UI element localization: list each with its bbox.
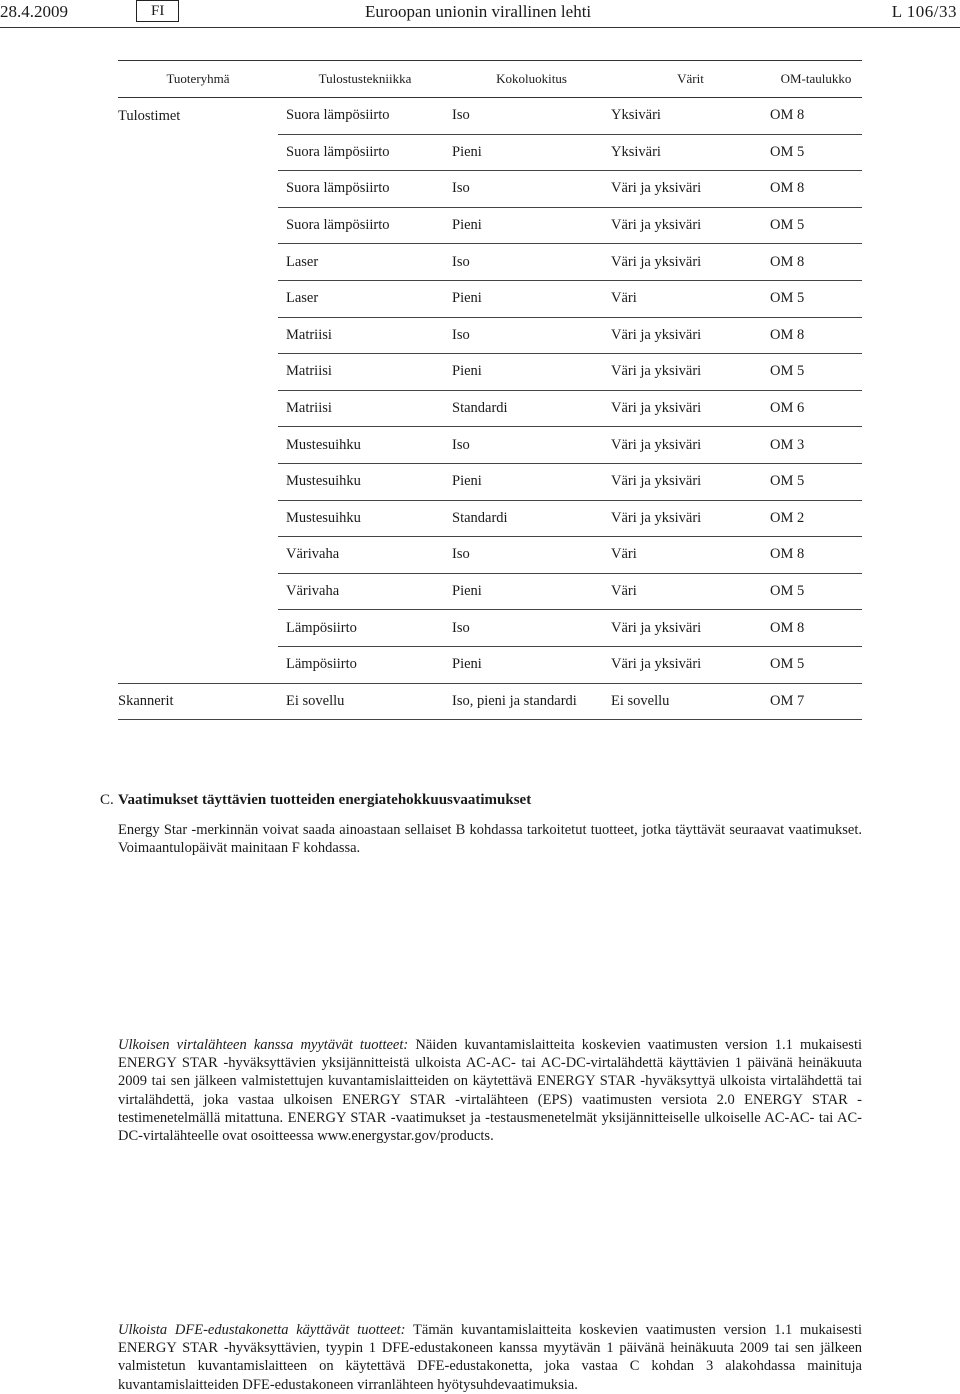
table-row [118,573,862,610]
journal-title: Euroopan unionin virallinen lehti [365,2,592,21]
section-letter: C. [100,792,114,808]
table-row [118,354,862,391]
cell-size: Pieni [452,280,611,317]
cell-colour: Väri ja yksiväri [611,317,770,354]
cell-colour: Väri [611,280,770,317]
cell-product-group [118,463,278,500]
cell-om: OM 5 [770,646,862,683]
cell-om: OM 5 [770,280,862,317]
paragraph-lead: Ulkoisen virtalähteen kanssa myytävät tuotteet: [118,1037,409,1053]
cell-product-group [118,390,278,427]
column-header-print-tech: Tulostustekniikka [278,61,452,98]
cell-om: OM 5 [770,134,862,171]
cell-colour: Väri ja yksiväri [611,207,770,244]
cell-om: OM 3 [770,427,862,464]
cell-print-tech: Värivaha [278,573,452,610]
table-row [118,683,862,720]
paragraph-text: Tämän kuvantamislaitteita koskevien vaatimusten version 1.1 mukaisesti ENERGY STAR -hyväksyttävien, tyypin 1 DFE-edustakoneen kanssa myytävän 1 päivänä heinäkuuta 2009 tai sen jälkeen valmistetun kuvantamislaitteen on käytettävä DFE-edustakonetta, joka vastaa C kohdan 3 alakohdassa mainituja kuvantamislaitteiden DFE-edustakoneen virranlähteen hyötysuhdevaatimuksia. [118,1322,862,1393]
table-row [118,646,862,683]
cell-product-group: Tulostimet [118,107,181,124]
cell-om: OM 6 [770,390,862,427]
cell-product-group: Skannerit [118,683,278,720]
cell-om: OM 8 [770,98,862,135]
cell-size: Iso [452,171,611,208]
cell-colour: Väri ja yksiväri [611,171,770,208]
cell-product-group [118,280,278,317]
cell-print-tech: Värivaha [278,537,452,574]
cell-size: Pieni [452,207,611,244]
cell-product-group [118,610,278,647]
cell-colour: Väri ja yksiväri [611,354,770,391]
cell-colour: Yksiväri [611,98,770,135]
table-row [118,280,862,317]
section-heading-text: Vaatimukset täyttävien tuotteiden energiatehokkuusvaatimukset [118,792,532,808]
cell-om: OM 5 [770,354,862,391]
om-table [118,60,862,720]
table-row [118,610,862,647]
cell-om: OM 8 [770,244,862,281]
cell-product-group [118,646,278,683]
table-row [118,427,862,464]
cell-om: OM 8 [770,537,862,574]
page-header [0,0,960,24]
cell-colour: Väri [611,537,770,574]
table-row [118,317,862,354]
table-row [118,390,862,427]
cell-product-group [118,537,278,574]
cell-print-tech: Lämpösiirto [278,646,452,683]
cell-om: OM 7 [770,683,862,720]
cell-size: Iso [452,610,611,647]
cell-print-tech: Lämpösiirto [278,610,452,647]
cell-size: Pieni [452,354,611,391]
cell-colour: Väri ja yksiväri [611,427,770,464]
column-header-size: Kokoluokitus [452,61,611,98]
cell-colour: Väri ja yksiväri [611,244,770,281]
page-reference: L 106/33 [891,2,957,21]
cell-size: Standardi [452,500,611,537]
section-c [100,792,862,857]
cell-print-tech: Laser [278,280,452,317]
cell-colour: Väri ja yksiväri [611,610,770,647]
cell-size: Pieni [452,463,611,500]
cell-colour: Väri ja yksiväri [611,390,770,427]
paragraph-external-power-supply [118,1036,862,1145]
cell-size: Standardi [452,390,611,427]
cell-om: OM 5 [770,573,862,610]
language-badge: FI [136,0,179,22]
cell-colour: Väri ja yksiväri [611,646,770,683]
cell-size: Pieni [452,646,611,683]
publication-date: 28.4.2009 [0,2,68,21]
cell-size: Pieni [452,573,611,610]
cell-print-tech: Mustesuihku [278,500,452,537]
table-row [118,244,862,281]
table-body [118,98,862,720]
cell-print-tech: Suora lämpösiirto [278,207,452,244]
cell-colour: Yksiväri [611,134,770,171]
cell-colour: Väri ja yksiväri [611,463,770,500]
table-row [118,171,862,208]
section-body: Energy Star -merkinnän voivat saada ainoastaan sellaiset B kohdassa tarkoitetut tuotteet, jotka täyttävät seuraavat vaatimukset. Voimaantulopäivät mainitaan F kohdassa. [118,822,862,856]
cell-size: Iso [452,537,611,574]
cell-print-tech: Matriisi [278,317,452,354]
cell-print-tech: Mustesuihku [278,427,452,464]
section-heading [100,792,862,809]
cell-print-tech: Suora lämpösiirto [278,98,452,135]
table-row [118,500,862,537]
cell-print-tech: Suora lämpösiirto [278,171,452,208]
table-row [118,134,862,171]
cell-om: OM 2 [770,500,862,537]
cell-print-tech: Matriisi [278,390,452,427]
column-header-colour: Värit [611,61,770,98]
cell-product-group [118,573,278,610]
column-header-product-group: Tuoteryhmä [118,61,278,98]
paragraph-lead: Ulkoista DFE-edustakonetta käyttävät tuotteet: [118,1322,406,1338]
cell-om: OM 8 [770,317,862,354]
cell-om: OM 5 [770,463,862,500]
cell-size: Iso, pieni ja standardi [452,683,611,720]
cell-product-group [118,500,278,537]
cell-om: OM 8 [770,171,862,208]
cell-product-group [118,207,278,244]
cell-size: Iso [452,98,611,135]
table-row [118,463,862,500]
cell-print-tech: Suora lämpösiirto [278,134,452,171]
cell-product-group [118,244,278,281]
header-rule [0,27,960,28]
table-row [118,207,862,244]
cell-print-tech: Matriisi [278,354,452,391]
cell-size: Iso [452,317,611,354]
cell-om: OM 8 [770,610,862,647]
column-header-om-table: OM-taulukko [770,61,862,98]
cell-product-group [118,134,278,171]
cell-colour: Väri [611,573,770,610]
cell-print-tech: Ei sovellu [278,683,452,720]
cell-product-group [118,317,278,354]
paragraph-text: Näiden kuvantamislaitteita koskevien vaatimusten version 1.1 mukaisesti ENERGY STAR -hyväksyttävien yksijännitteistä ulkoista AC-AC- tai AC-DC-virtalähdettä käyttävien 1 päivänä heinäkuuta 2009 tai sen jälkeen valmistettujen kuvantamislaitteiden on käytettävä ENERGY STAR -hyväksyttyä ulkoista virtalähdettä tai virtalähdettä, joka vastaa ulkoisen ENERGY STAR -virtalähteen (EPS) vaatimusten versiota 2.0 ENERGY STAR -testimenetelmällä mitattuna. ENERGY STAR -vaatimukset ja -testausmenetelmät yksijännitteiselle ulkoiselle AC-AC- tai AC-DC-virtalähteelle ovat osoitteessa www.energystar.gov/products. [118,1037,862,1145]
cell-om: OM 5 [770,207,862,244]
cell-colour: Ei sovellu [611,683,770,720]
cell-product-group [118,354,278,391]
cell-print-tech: Laser [278,244,452,281]
cell-size: Pieni [452,134,611,171]
cell-product-group [118,171,278,208]
cell-size: Iso [452,244,611,281]
cell-print-tech: Mustesuihku [278,463,452,500]
table-row [118,537,862,574]
cell-product-group [118,427,278,464]
cell-colour: Väri ja yksiväri [611,500,770,537]
table-header-row [118,61,862,98]
table-row [118,98,862,135]
paragraph-dfe [118,1321,862,1394]
cell-size: Iso [452,427,611,464]
